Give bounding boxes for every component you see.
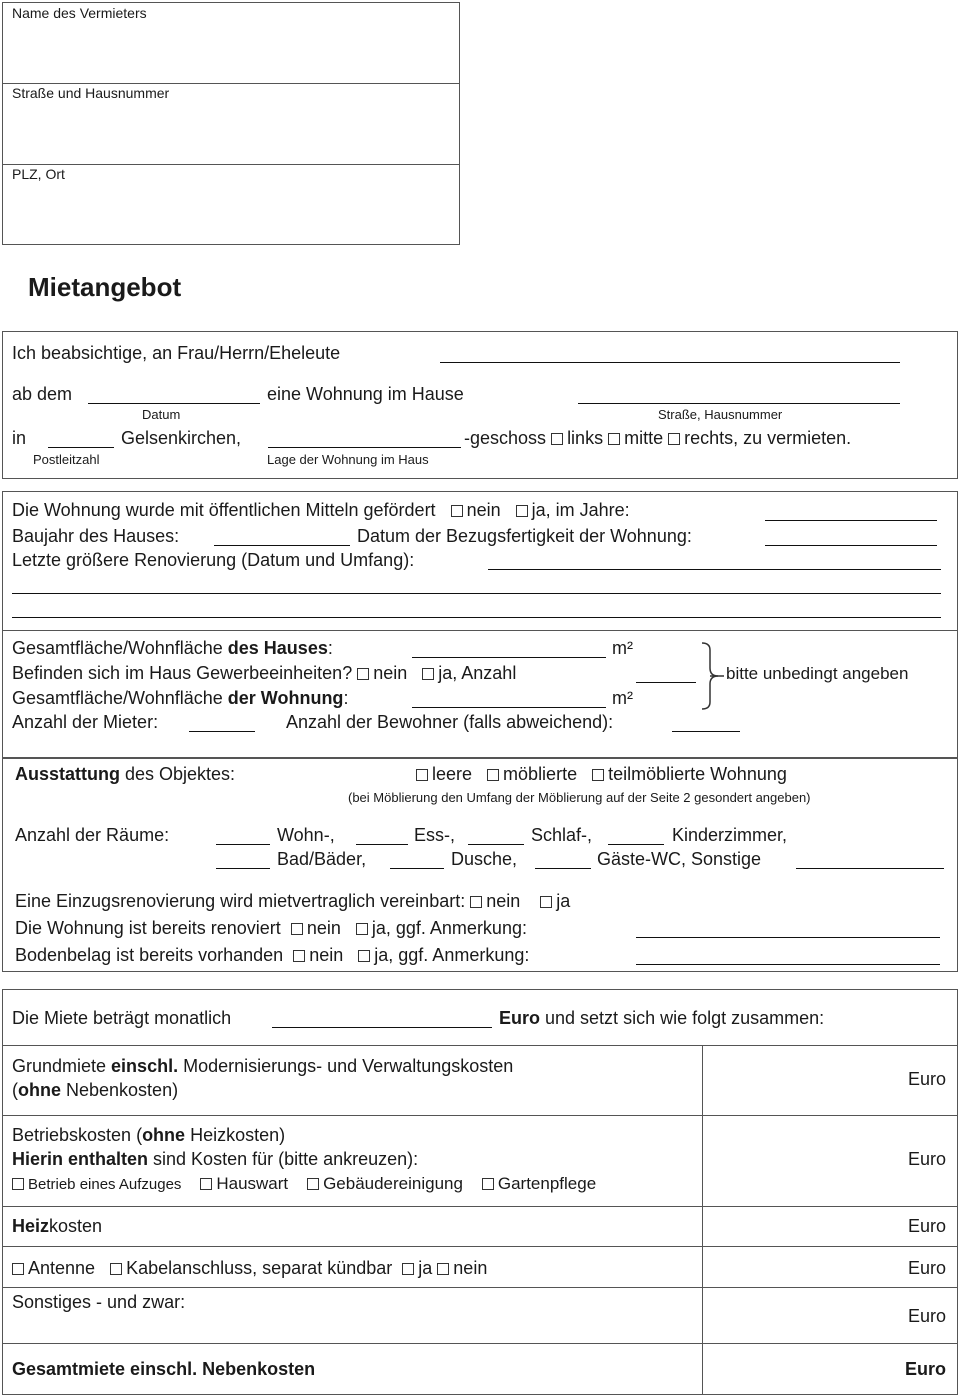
ready-date-label: Datum der Bezugsfertigkeit der Wohnung: — [357, 526, 692, 546]
intro-in: in — [12, 428, 27, 448]
euro-label: Euro — [907, 1258, 946, 1278]
checkbox-cable-ja[interactable] — [402, 1263, 414, 1275]
euro-label: Euro — [907, 1069, 946, 1089]
euro-label: Euro — [907, 1149, 946, 1169]
commercial-count-field[interactable] — [636, 682, 696, 683]
rooms-label: Anzahl der Räume: — [15, 825, 170, 845]
flat-area-field[interactable] — [412, 707, 606, 708]
heating-label: Heizkosten — [12, 1216, 103, 1236]
checkbox-leere[interactable] — [416, 769, 428, 781]
checkbox-commercial-nein[interactable] — [357, 668, 369, 680]
house-area-label: Gesamtfläche/Wohnfläche des Hauses: — [12, 638, 333, 658]
included-options: Betrieb eines Aufzuges Hauswart Gebäudereinigung Gartenpflege — [12, 1174, 596, 1194]
floor-cover-row: Bodenbelag ist bereits vorhanden nein ja, ggf. Anmerkung: — [15, 945, 530, 965]
landlord-name-field[interactable] — [8, 28, 448, 78]
checkbox-mitte[interactable] — [608, 433, 620, 445]
checkbox-cable-nein[interactable] — [437, 1263, 449, 1275]
landlord-street-field[interactable] — [8, 108, 448, 158]
sub-zip: Postleitzahl — [33, 452, 100, 467]
intro-geschoss: -geschoss links mitte rechts, zu vermieten. — [464, 428, 852, 448]
checkbox-movein-ja[interactable] — [540, 896, 552, 908]
landlord-name-label: Name des Vermieters — [12, 5, 147, 21]
euro-label: Euro — [907, 1216, 946, 1236]
flat-area-label: Gesamtfläche/Wohnfläche der Wohnung: — [12, 688, 349, 708]
house-area-field[interactable] — [412, 657, 606, 658]
divider — [2, 1206, 958, 1207]
unit-m2: m² — [612, 638, 633, 658]
floor-note-field[interactable] — [636, 964, 940, 965]
checkbox-funded-nein[interactable] — [451, 505, 463, 517]
checkbox-moebliert[interactable] — [487, 769, 499, 781]
divider — [2, 1045, 958, 1046]
checkbox-antenna[interactable] — [12, 1263, 24, 1275]
checkbox-renov-ja[interactable] — [356, 923, 368, 935]
tenants-field[interactable] — [189, 731, 255, 732]
room-wohn-label: Wohn-, — [277, 825, 335, 845]
divider — [2, 1287, 958, 1288]
funded-row: Die Wohnung wurde mit öffentlichen Mitteln gefördert nein ja, im Jahre: — [12, 500, 630, 520]
rooms-schlaf-field[interactable] — [468, 844, 524, 845]
checkbox-lift[interactable] — [12, 1178, 24, 1190]
commercial-row: Befinden sich im Haus Gewerbeeinheiten? nein ja, Anzahl — [12, 663, 517, 683]
rooms-bad-field[interactable] — [216, 868, 270, 869]
rent-monthly-suffix: Euro und setzt sich wie folgt zusammen: — [499, 1008, 825, 1028]
base-rent-sub: (ohne Nebenkosten) — [12, 1080, 179, 1100]
room-bad-label: Bad/Bäder, — [277, 849, 367, 869]
divider — [2, 1343, 958, 1344]
divider — [2, 1115, 958, 1116]
intro-line1: Ich beabsichtige, an Frau/Herrn/Eheleute — [12, 343, 341, 363]
other-label: Sonstiges - und zwar: — [12, 1292, 186, 1312]
renov-note-field[interactable] — [636, 937, 940, 938]
rooms-ess-field[interactable] — [356, 844, 408, 845]
renovation-field-3[interactable] — [12, 617, 941, 618]
built-year-label: Baujahr des Hauses: — [12, 526, 180, 546]
checkbox-cable[interactable] — [110, 1263, 122, 1275]
landlord-city-field[interactable] — [8, 190, 448, 240]
checkbox-garden[interactable] — [482, 1178, 494, 1190]
rooms-dusche-field[interactable] — [390, 868, 444, 869]
unit-m2: m² — [612, 688, 633, 708]
renovation-field[interactable] — [488, 569, 941, 570]
checkbox-teilmoebliert[interactable] — [592, 769, 604, 781]
room-gaeste-label: Gäste-WC, Sonstige — [597, 849, 762, 869]
rent-monthly-label: Die Miete beträgt monatlich — [12, 1008, 232, 1028]
residents-field[interactable] — [672, 731, 740, 732]
rooms-wohn-field[interactable] — [216, 844, 270, 845]
divider — [2, 83, 460, 84]
euro-label: Euro — [904, 1359, 946, 1379]
sub-position: Lage der Wohnung im Haus — [267, 452, 429, 467]
room-ess-label: Ess-, — [414, 825, 456, 845]
furnish-options: leere möblierte teilmöblierte Wohnung — [416, 764, 787, 785]
residents-label: Anzahl der Bewohner (falls abweichend): — [286, 712, 614, 732]
checkbox-movein-nein[interactable] — [470, 896, 482, 908]
renovation-label: Letzte größere Renovierung (Datum und Umfang): — [12, 550, 415, 570]
tenant-name-field[interactable] — [440, 362, 900, 363]
landlord-street-label: Straße und Hausnummer — [12, 85, 170, 101]
brace-icon — [700, 642, 726, 710]
sub-street: Straße, Hausnummer — [658, 407, 783, 422]
checkbox-rechts[interactable] — [668, 433, 680, 445]
rooms-kinder-field[interactable] — [608, 844, 664, 845]
divider — [2, 630, 958, 631]
divider — [2, 164, 460, 165]
move-in-renov-row: Eine Einzugsrenovierung wird mietvertraglich vereinbart: nein ja — [15, 891, 571, 911]
divider — [2, 1246, 958, 1247]
euro-label: Euro — [907, 1306, 946, 1326]
intro-wohnung: eine Wohnung im Hause — [267, 384, 464, 404]
rent-monthly-field[interactable] — [272, 1027, 492, 1028]
intro-city: Gelsenkirchen, — [121, 428, 242, 448]
page-title: Mietangebot — [28, 272, 182, 302]
checkbox-funded-ja[interactable] — [516, 505, 528, 517]
start-date-field[interactable] — [88, 403, 260, 404]
zip-field[interactable] — [48, 447, 114, 448]
checkbox-links[interactable] — [551, 433, 563, 445]
ready-date-field[interactable] — [765, 545, 937, 546]
base-rent-label: Grundmiete einschl. Modernisierungs- und Verwaltungskosten — [12, 1056, 514, 1076]
rooms-sonstige-field[interactable] — [796, 868, 944, 869]
checkbox-janitor[interactable] — [200, 1178, 212, 1190]
checkbox-cleaning[interactable] — [307, 1178, 319, 1190]
tenants-label: Anzahl der Mieter: — [12, 712, 159, 732]
checkbox-floor-nein[interactable] — [293, 950, 305, 962]
furnish-note: (bei Möblierung den Umfang der Möblierung auf der Seite 2 gesondert angeben) — [348, 790, 811, 805]
room-dusche-label: Dusche, — [451, 849, 518, 869]
built-year-field[interactable] — [214, 545, 350, 546]
total-label: Gesamtmiete einschl. Nebenkosten — [12, 1359, 316, 1379]
floor-field[interactable] — [268, 447, 461, 448]
intro-abdem: ab dem — [12, 384, 73, 404]
checkbox-floor-ja[interactable] — [358, 950, 370, 962]
checkbox-renov-nein[interactable] — [291, 923, 303, 935]
checkbox-commercial-ja[interactable] — [422, 668, 434, 680]
sub-date: Datum — [142, 407, 181, 422]
operating-costs-label: Betriebskosten (ohne Heizkosten) — [12, 1125, 286, 1145]
included-label: Hierin enthalten sind Kosten für (bitte ankreuzen): — [12, 1149, 419, 1169]
rooms-gaeste-field[interactable] — [535, 868, 591, 869]
funded-year-field[interactable] — [765, 520, 937, 521]
equipment-label: Ausstattung des Objektes: — [15, 764, 236, 784]
room-schlaf-label: Schlaf-, — [531, 825, 593, 845]
room-kinder-label: Kinderzimmer, — [672, 825, 788, 845]
area-note: bitte unbedingt angeben — [726, 664, 909, 683]
landlord-city-label: PLZ, Ort — [12, 166, 65, 182]
renovation-field-2[interactable] — [12, 593, 941, 594]
already-renov-row: Die Wohnung ist bereits renoviert nein ja, ggf. Anmerkung: — [15, 918, 527, 938]
antenna-row: Antenne Kabelanschluss, separat kündbar ja nein — [12, 1258, 487, 1279]
house-address-field[interactable] — [578, 403, 900, 404]
